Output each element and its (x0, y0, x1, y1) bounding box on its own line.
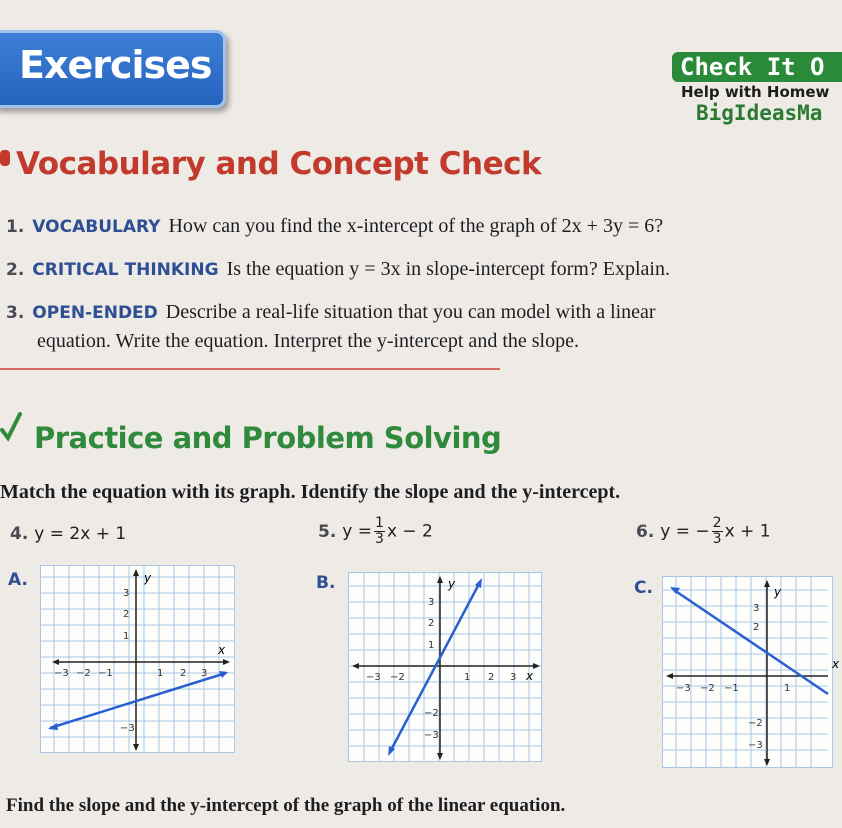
x-axis-label: x (526, 669, 534, 683)
check-it-label: Check It O (680, 53, 825, 81)
x-tick-label: 3 (201, 668, 208, 679)
x-tick-label: 1 (157, 668, 164, 679)
y-axis-label: y (144, 571, 152, 585)
equation-lhs: y = (342, 521, 373, 542)
equation-lhs: y = − (660, 521, 710, 542)
graph-c-label: C. (634, 578, 653, 598)
y-tick-label: 3 (123, 588, 130, 599)
question-number: 3. (6, 303, 25, 323)
y-tick-label: 3 (753, 603, 760, 614)
x-axis-label: x (218, 643, 226, 657)
bottom-instruction: Find the slope and the y-intercept of the graph of the linear equation. (6, 795, 566, 816)
equation-text: y = 2x + 1 (34, 524, 127, 544)
question-tag: CRITICAL THINKING (32, 260, 219, 280)
y-tick-label: 3 (428, 597, 435, 608)
equation-5 (318, 516, 433, 547)
vocab-section-title: Vocabulary and Concept Check (16, 146, 542, 182)
equation-number: 5. (318, 521, 337, 542)
fraction (374, 516, 385, 547)
graph-b-label: B. (316, 573, 336, 593)
check-it-out-badge (672, 52, 842, 82)
graph-c (662, 576, 840, 768)
question-text: Is the equation y = 3x in slope-intercept form? Explain. (226, 258, 670, 280)
graph-a (40, 565, 235, 753)
equation-rhs: x − 2 (386, 521, 433, 542)
y-tick-label: −3 (120, 723, 135, 734)
question-number: 1. (6, 217, 25, 237)
question-text: How can you find the x-intercept of the graph of 2x + 3y = 6? (168, 215, 664, 237)
x-tick-label: 1 (784, 683, 791, 694)
equation-6 (636, 516, 771, 547)
pencil-check-icon (0, 408, 22, 444)
x-tick-label: −1 (724, 683, 739, 694)
equation-rhs: x + 1 (724, 521, 771, 542)
y-tick-label: −3 (424, 730, 439, 741)
x-axis-label: x (832, 657, 840, 671)
fraction (712, 516, 723, 547)
x-tick-label: −2 (390, 672, 405, 683)
question-number: 2. (6, 260, 25, 280)
y-tick-label: 1 (123, 631, 130, 642)
question-tag: OPEN-ENDED (32, 303, 158, 323)
denominator: 3 (712, 531, 722, 547)
y-tick-label: −2 (424, 708, 439, 719)
y-tick-label: 1 (428, 640, 435, 651)
graph-b (348, 572, 542, 762)
y-tick-label: 2 (428, 618, 435, 629)
help-line: Help with Homew (681, 83, 830, 101)
equation-number: 6. (636, 521, 655, 542)
y-tick-label: 2 (753, 622, 760, 633)
check-mark-icon (0, 150, 10, 166)
x-tick-label: −1 (98, 668, 113, 679)
x-tick-label: −3 (366, 672, 381, 683)
section-divider (0, 368, 500, 370)
equation-4 (10, 524, 126, 544)
practice-instruction: Match the equation with its graph. Identify the slope and the y-intercept. (0, 481, 621, 503)
question-3 (6, 301, 656, 324)
question-2 (6, 258, 670, 281)
x-tick-label: −2 (76, 668, 91, 679)
denominator: 3 (375, 531, 384, 547)
numerator: 2 (712, 515, 722, 531)
equation-number: 4. (10, 524, 29, 544)
y-tick-label: −2 (748, 718, 763, 729)
question-1 (6, 215, 663, 238)
question-3-continued: equation. Write the equation. Interpret the y-intercept and the slope. (37, 330, 579, 352)
x-tick-label: 3 (510, 672, 517, 683)
x-tick-label: −3 (676, 683, 691, 694)
y-axis-label: y (774, 585, 782, 599)
banner-title: Exercises (19, 43, 212, 87)
exercises-banner (0, 30, 226, 108)
y-axis-label: y (448, 577, 456, 591)
x-tick-label: −3 (54, 668, 69, 679)
practice-section-title: Practice and Problem Solving (34, 421, 502, 455)
x-tick-label: 2 (488, 672, 495, 683)
numerator: 1 (375, 515, 384, 531)
y-tick-label: −3 (748, 740, 763, 751)
y-tick-label: 2 (123, 609, 130, 620)
question-text: Describe a real-life situation that you can model with a linear (165, 301, 656, 323)
graph-a-label: A. (8, 570, 28, 590)
question-tag: VOCABULARY (32, 217, 161, 237)
site-name: BigIdeasMa (696, 101, 823, 125)
x-tick-label: 1 (464, 672, 471, 683)
x-tick-label: 2 (180, 668, 187, 679)
x-tick-label: −2 (700, 683, 715, 694)
